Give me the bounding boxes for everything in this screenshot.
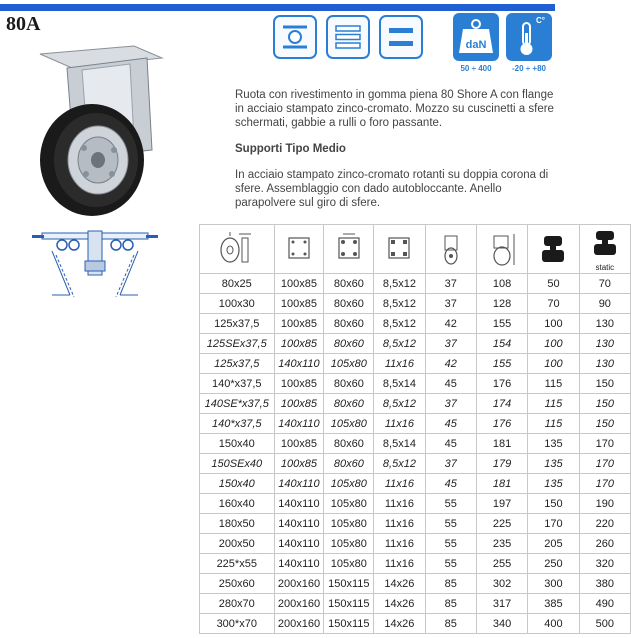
header-hole-spacing-icon bbox=[324, 225, 374, 274]
cell-hole-spacing: 105x80 bbox=[324, 514, 374, 534]
cell-load-static: 220 bbox=[579, 514, 630, 534]
table-row bbox=[200, 474, 631, 494]
cell-load-static: 380 bbox=[579, 574, 630, 594]
cell-wheel-size: 100x30 bbox=[200, 294, 275, 314]
cell-hole-spacing: 80x60 bbox=[324, 314, 374, 334]
load-capacity-icon bbox=[453, 13, 499, 61]
cell-hole-spacing: 80x60 bbox=[324, 434, 374, 454]
static-label: static bbox=[595, 262, 615, 272]
description-subtitle: Supporti Tipo Medio bbox=[235, 143, 346, 155]
cell-load-dynamic: 115 bbox=[528, 394, 579, 414]
temperature-unit-label: C° bbox=[536, 16, 545, 25]
cell-wheel-width: 55 bbox=[425, 514, 476, 534]
table-row bbox=[200, 554, 631, 574]
table-row bbox=[200, 614, 631, 634]
table-row bbox=[200, 434, 631, 454]
header-overall-height-icon bbox=[476, 225, 527, 274]
cell-hole-size: 11x16 bbox=[374, 494, 425, 514]
cell-hole-size: 8,5x12 bbox=[374, 314, 425, 334]
cell-wheel-size: 150x40 bbox=[200, 474, 275, 494]
cell-hole-spacing: 105x80 bbox=[324, 474, 374, 494]
cell-wheel-size: 80x25 bbox=[200, 274, 275, 294]
table-row bbox=[200, 394, 631, 414]
header-load-static-icon bbox=[579, 225, 630, 274]
temperature-range: -20 ÷ +80 bbox=[512, 64, 546, 73]
cell-hole-size: 8,5x14 bbox=[374, 374, 425, 394]
cell-wheel-size: 140*x37,5 bbox=[200, 414, 275, 434]
cell-load-dynamic: 135 bbox=[528, 454, 579, 474]
cell-overall-height: 255 bbox=[476, 554, 527, 574]
header-load-dynamic-icon bbox=[528, 225, 579, 274]
description-paragraph: Ruota con rivestimento in gomma piena 80 Shore A con flange in acciaio stampato zinco-cromato. Mozzo su cuscinetti a sfere schermati, gabbie a rulli o foro passante. bbox=[235, 89, 554, 129]
table-row bbox=[200, 354, 631, 374]
cell-wheel-size: 140SE*x37,5 bbox=[200, 394, 275, 414]
cell-plate-size: 140x110 bbox=[274, 554, 324, 574]
cell-wheel-size: 150SEx40 bbox=[200, 454, 275, 474]
cell-wheel-width: 37 bbox=[425, 394, 476, 414]
cell-overall-height: 154 bbox=[476, 334, 527, 354]
cell-overall-height: 128 bbox=[476, 294, 527, 314]
cell-overall-height: 181 bbox=[476, 474, 527, 494]
cell-hole-size: 11x16 bbox=[374, 474, 425, 494]
cell-hole-size: 11x16 bbox=[374, 554, 425, 574]
cell-hole-spacing: 80x60 bbox=[324, 374, 374, 394]
cell-plate-size: 100x85 bbox=[274, 374, 324, 394]
cell-wheel-size: 250x60 bbox=[200, 574, 275, 594]
cell-load-static: 70 bbox=[579, 274, 630, 294]
cell-hole-size: 14x26 bbox=[374, 574, 425, 594]
cell-wheel-size: 300*x70 bbox=[200, 614, 275, 634]
cell-wheel-width: 85 bbox=[425, 614, 476, 634]
cell-hole-spacing: 105x80 bbox=[324, 494, 374, 514]
cell-wheel-width: 45 bbox=[425, 374, 476, 394]
cell-hole-spacing: 105x80 bbox=[324, 414, 374, 434]
cell-load-dynamic: 100 bbox=[528, 334, 579, 354]
specs-table bbox=[199, 224, 631, 634]
cell-hole-size: 8,5x12 bbox=[374, 274, 425, 294]
cell-wheel-width: 55 bbox=[425, 534, 476, 554]
cell-overall-height: 155 bbox=[476, 354, 527, 374]
header-wheel-width-icon bbox=[425, 225, 476, 274]
cell-load-static: 90 bbox=[579, 294, 630, 314]
cell-wheel-width: 37 bbox=[425, 334, 476, 354]
cell-plate-size: 100x85 bbox=[274, 314, 324, 334]
cell-load-dynamic: 50 bbox=[528, 274, 579, 294]
cell-plate-size: 140x110 bbox=[274, 514, 324, 534]
cell-wheel-width: 85 bbox=[425, 574, 476, 594]
cell-hole-spacing: 80x60 bbox=[324, 274, 374, 294]
cell-plate-size: 140x110 bbox=[274, 494, 324, 514]
cell-wheel-size: 200x50 bbox=[200, 534, 275, 554]
cell-hole-size: 14x26 bbox=[374, 614, 425, 634]
table-row bbox=[200, 534, 631, 554]
cell-load-dynamic: 250 bbox=[528, 554, 579, 574]
cell-plate-size: 100x85 bbox=[274, 274, 324, 294]
table-row bbox=[200, 414, 631, 434]
product-code: 80A bbox=[6, 13, 41, 35]
cell-wheel-width: 45 bbox=[425, 414, 476, 434]
cell-plate-size: 140x110 bbox=[274, 534, 324, 554]
cell-load-static: 130 bbox=[579, 334, 630, 354]
description-paragraph: In acciaio stampato zinco-cromato rotanti su doppia corona di sfere. Assemblaggio con dado autobloccante. Anello parapolvere sul giro di sfere. bbox=[235, 169, 549, 209]
top-accent-bar bbox=[0, 4, 555, 11]
cell-hole-size: 8,5x12 bbox=[374, 454, 425, 474]
cell-hole-size: 11x16 bbox=[374, 354, 425, 374]
cell-overall-height: 155 bbox=[476, 314, 527, 334]
cell-wheel-width: 45 bbox=[425, 474, 476, 494]
cell-wheel-size: 280x70 bbox=[200, 594, 275, 614]
cell-overall-height: 174 bbox=[476, 394, 527, 414]
cell-wheel-width: 42 bbox=[425, 354, 476, 374]
cell-load-static: 150 bbox=[579, 394, 630, 414]
tread-flat-icon bbox=[379, 15, 423, 59]
table-row bbox=[200, 454, 631, 474]
header-plate-size-icon bbox=[274, 225, 324, 274]
cell-load-dynamic: 135 bbox=[528, 434, 579, 454]
cell-hole-size: 8,5x12 bbox=[374, 334, 425, 354]
cell-load-static: 500 bbox=[579, 614, 630, 634]
cell-wheel-size: 225*x55 bbox=[200, 554, 275, 574]
cell-load-dynamic: 115 bbox=[528, 374, 579, 394]
cell-load-static: 150 bbox=[579, 374, 630, 394]
cell-load-static: 150 bbox=[579, 414, 630, 434]
header-wheel-diameter-icon bbox=[200, 225, 275, 274]
cell-wheel-size: 140*x37,5 bbox=[200, 374, 275, 394]
table-row bbox=[200, 594, 631, 614]
cell-wheel-width: 45 bbox=[425, 434, 476, 454]
cell-overall-height: 302 bbox=[476, 574, 527, 594]
cell-plate-size: 140x110 bbox=[274, 474, 324, 494]
cell-overall-height: 176 bbox=[476, 374, 527, 394]
cell-overall-height: 179 bbox=[476, 454, 527, 474]
cell-overall-height: 176 bbox=[476, 414, 527, 434]
cell-wheel-size: 125x37,5 bbox=[200, 314, 275, 334]
cell-load-static: 130 bbox=[579, 354, 630, 374]
cell-load-static: 170 bbox=[579, 454, 630, 474]
table-row bbox=[200, 274, 631, 294]
table-row bbox=[200, 574, 631, 594]
cell-plate-size: 200x160 bbox=[274, 574, 324, 594]
tread-ribbed-icon bbox=[326, 15, 370, 59]
cell-overall-height: 197 bbox=[476, 494, 527, 514]
cell-hole-size: 8,5x12 bbox=[374, 394, 425, 414]
cell-load-dynamic: 100 bbox=[528, 354, 579, 374]
cell-hole-spacing: 105x80 bbox=[324, 354, 374, 374]
table-row bbox=[200, 334, 631, 354]
cell-wheel-size: 180x50 bbox=[200, 514, 275, 534]
cell-overall-height: 181 bbox=[476, 434, 527, 454]
cell-plate-size: 100x85 bbox=[274, 294, 324, 314]
tread-round-icon bbox=[273, 15, 317, 59]
cell-hole-spacing: 80x60 bbox=[324, 334, 374, 354]
cell-wheel-width: 55 bbox=[425, 554, 476, 574]
cell-hole-size: 8,5x12 bbox=[374, 294, 425, 314]
cell-hole-size: 11x16 bbox=[374, 414, 425, 434]
header-hole-size-icon bbox=[374, 225, 425, 274]
cell-hole-spacing: 105x80 bbox=[324, 554, 374, 574]
cell-load-dynamic: 300 bbox=[528, 574, 579, 594]
cell-wheel-width: 37 bbox=[425, 274, 476, 294]
cell-overall-height: 317 bbox=[476, 594, 527, 614]
wheel-image bbox=[22, 40, 172, 220]
cell-load-dynamic: 150 bbox=[528, 494, 579, 514]
cell-plate-size: 100x85 bbox=[274, 434, 324, 454]
cell-plate-size: 140x110 bbox=[274, 414, 324, 434]
cell-wheel-width: 37 bbox=[425, 294, 476, 314]
cell-load-dynamic: 100 bbox=[528, 314, 579, 334]
cell-hole-size: 14x26 bbox=[374, 594, 425, 614]
cell-plate-size: 200x160 bbox=[274, 594, 324, 614]
table-row bbox=[200, 494, 631, 514]
cell-wheel-width: 42 bbox=[425, 314, 476, 334]
table-header-row bbox=[200, 225, 631, 274]
cell-hole-size: 8,5x14 bbox=[374, 434, 425, 454]
cell-load-static: 260 bbox=[579, 534, 630, 554]
cell-load-static: 190 bbox=[579, 494, 630, 514]
cell-load-static: 490 bbox=[579, 594, 630, 614]
cell-plate-size: 100x85 bbox=[274, 454, 324, 474]
cell-load-static: 320 bbox=[579, 554, 630, 574]
cell-wheel-width: 55 bbox=[425, 494, 476, 514]
cell-hole-spacing: 105x80 bbox=[324, 534, 374, 554]
cell-wheel-size: 150x40 bbox=[200, 434, 275, 454]
cell-load-static: 130 bbox=[579, 314, 630, 334]
cell-load-dynamic: 170 bbox=[528, 514, 579, 534]
cell-hole-spacing: 80x60 bbox=[324, 394, 374, 414]
cell-overall-height: 340 bbox=[476, 614, 527, 634]
load-range: 50 ÷ 400 bbox=[460, 64, 492, 73]
cell-load-static: 170 bbox=[579, 434, 630, 454]
mounting-diagram bbox=[30, 225, 160, 305]
cell-hole-spacing: 150x115 bbox=[324, 574, 374, 594]
cell-wheel-size: 125x37,5 bbox=[200, 354, 275, 374]
cell-load-dynamic: 115 bbox=[528, 414, 579, 434]
cell-overall-height: 108 bbox=[476, 274, 527, 294]
cell-load-dynamic: 385 bbox=[528, 594, 579, 614]
cell-hole-spacing: 80x60 bbox=[324, 454, 374, 474]
cell-plate-size: 200x160 bbox=[274, 614, 324, 634]
cell-plate-size: 100x85 bbox=[274, 334, 324, 354]
cell-hole-spacing: 80x60 bbox=[324, 294, 374, 314]
cell-wheel-width: 37 bbox=[425, 454, 476, 474]
table-row bbox=[200, 294, 631, 314]
cell-hole-spacing: 150x115 bbox=[324, 614, 374, 634]
table-row bbox=[200, 374, 631, 394]
product-description bbox=[235, 88, 565, 222]
cell-overall-height: 235 bbox=[476, 534, 527, 554]
cell-wheel-size: 125SEx37,5 bbox=[200, 334, 275, 354]
cell-overall-height: 225 bbox=[476, 514, 527, 534]
cell-load-dynamic: 400 bbox=[528, 614, 579, 634]
table-row bbox=[200, 314, 631, 334]
table-row bbox=[200, 514, 631, 534]
cell-plate-size: 100x85 bbox=[274, 394, 324, 414]
cell-load-dynamic: 70 bbox=[528, 294, 579, 314]
cell-wheel-width: 85 bbox=[425, 594, 476, 614]
cell-load-dynamic: 205 bbox=[528, 534, 579, 554]
temperature-icon bbox=[506, 13, 552, 61]
cell-wheel-size: 160x40 bbox=[200, 494, 275, 514]
cell-load-static: 170 bbox=[579, 474, 630, 494]
cell-hole-spacing: 150x115 bbox=[324, 594, 374, 614]
cell-hole-size: 11x16 bbox=[374, 514, 425, 534]
cell-hole-size: 11x16 bbox=[374, 534, 425, 554]
load-unit-label: daN bbox=[465, 39, 487, 51]
cell-load-dynamic: 135 bbox=[528, 474, 579, 494]
cell-plate-size: 140x110 bbox=[274, 354, 324, 374]
